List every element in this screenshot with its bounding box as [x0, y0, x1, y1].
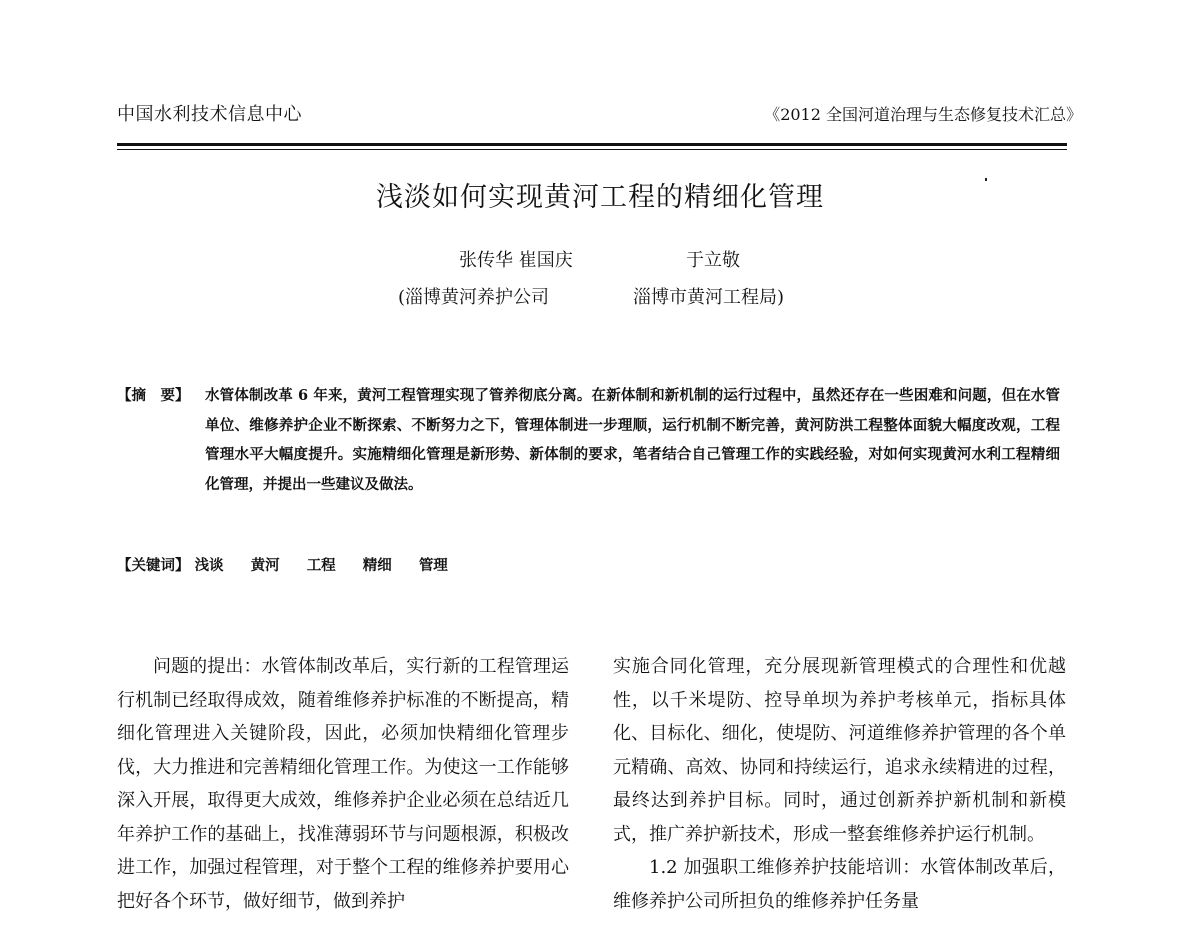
header-rule-thin — [117, 149, 1067, 150]
running-header-left: 中国水利技术信息中心 — [117, 104, 302, 125]
author-group-1: 张传华 崔国庆 — [459, 250, 573, 271]
paper-title: 浅淡如何实现黄河工程的精细化管理 — [376, 182, 824, 213]
keywords-label: 【关键词】 — [117, 557, 190, 574]
keyword: 管理 — [418, 557, 448, 574]
header-rule — [117, 143, 1067, 146]
section-paragraph: 1.2 加强职工维修养护技能培训：水管体制改革后，维修养护公司所担负的维修养护任务量 — [613, 857, 1066, 912]
abstract-label: 【摘 要】 — [117, 387, 190, 404]
body-right-column — [613, 650, 1066, 918]
keyword: 精细 — [362, 557, 392, 574]
affiliation-2: 淄博市黄河工程局) — [633, 287, 785, 308]
body-left-column — [117, 650, 569, 918]
abstract — [117, 381, 1067, 499]
keywords — [117, 554, 470, 575]
affiliation-1: (淄博黄河养护公司 — [398, 287, 550, 308]
abstract-text: 水管体制改革 6 年来，黄河工程管理实现了管养彻底分离。在新体制和新机制的运行过程中，虽然还存在一些困难和问题，但在水管单位、维修养护企业不断探索、不断努力之下，管理体制进一步理顺，运行机制不断完善，黄河防洪工程整体面貌大幅度改观，工程管理水平大幅度提升。实施精细化管理是新形势、新体制的要求，笔者结合自己管理工作的实践经验，对如何实现黄河水利工程精细化管理，并提出一些建议及做法。 — [205, 387, 1060, 493]
running-header-right: 《2012 全国河道治理与生态修复技术汇总》 — [764, 105, 1082, 124]
author-group-2: 于立敬 — [686, 250, 740, 271]
keyword: 黄河 — [250, 557, 280, 574]
body-paragraph: 问题的提出：水管体制改革后，实行新的工程管理运行机制已经取得成效，随着维修养护标准的不断提高，精细化管理进入关键阶段，因此，必须加快精细化管理步伐，大力推进和完善精细化管理工作。为使这一工作能够深入开展，取得更大成效，维修养护企业必须在总结近几年养护工作的基础上，找准薄弱环节与问题根源，积极改进工作，加强过程管理，对于整个工程的维修养护要用心把好各个环节，做好细节，做到养护 — [117, 656, 569, 912]
keyword: 工程 — [306, 557, 336, 574]
keyword: 浅谈 — [194, 557, 224, 574]
body-paragraph: 实施合同化管理，充分展现新管理模式的合理性和优越性，以千米堤防、控导单坝为养护考核单元，指标具体化、目标化、细化，使堤防、河道维修养护管理的各个单元精确、高效、协同和持续运行，追求永续精进的过程，最终达到养护目标。同时，通过创新养护新机制和新模式，推广养护新技术，形成一整套维修养护运行机制。 — [613, 656, 1066, 845]
